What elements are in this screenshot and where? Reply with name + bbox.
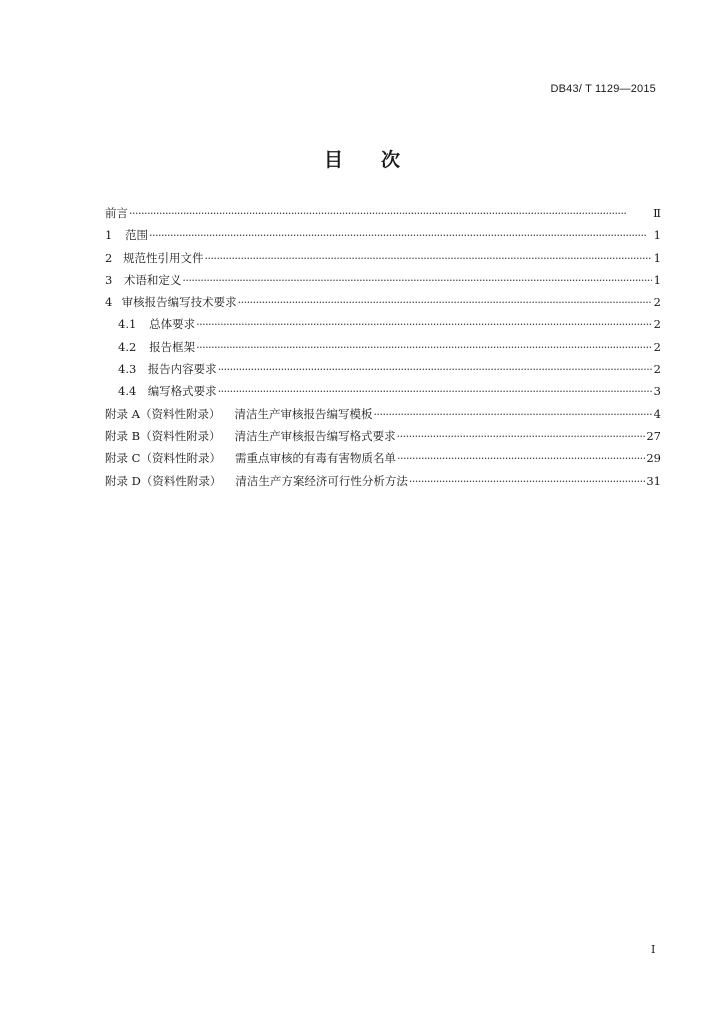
- dot-leader: [238, 296, 652, 309]
- title-char-2: 次: [381, 149, 401, 171]
- footer-page-number: I: [651, 943, 656, 956]
- dot-leader: [397, 452, 645, 465]
- table-of-contents: [105, 205, 661, 495]
- toc-entry-number: 4.2: [118, 339, 137, 354]
- toc-entry-general-requirements[interactable]: [105, 316, 661, 338]
- toc-entry-label: 清洁生产审核报告编写格式要求: [234, 428, 396, 443]
- toc-entry-number: 1: [105, 228, 113, 243]
- toc-entry-page: 2: [653, 317, 661, 332]
- toc-entry-number: 2: [105, 250, 113, 265]
- dot-leader: [397, 430, 646, 443]
- toc-entry-terms-definitions[interactable]: [105, 272, 661, 294]
- dot-leader: [409, 475, 645, 488]
- toc-entry-scope[interactable]: [105, 227, 661, 249]
- dot-leader: [218, 385, 652, 398]
- dot-leader: [196, 318, 652, 331]
- toc-entry-appendix-prefix: 附录 D（资料性附录）: [105, 473, 222, 488]
- dot-leader: [218, 363, 652, 376]
- toc-entry-page: 1: [653, 228, 661, 243]
- toc-entry-page: Ⅱ: [653, 206, 661, 220]
- toc-entry-label: 报告内容要求: [147, 362, 217, 377]
- toc-entry-foreword[interactable]: [105, 205, 661, 227]
- toc-entry-label: 审核报告编写技术要求: [121, 295, 237, 310]
- toc-entry-appendix-prefix: 附录 C（资料性附录）: [105, 451, 221, 466]
- toc-entry-page: 29: [646, 451, 661, 466]
- toc-entry-format-requirements[interactable]: [105, 383, 661, 405]
- toc-entry-report-framework[interactable]: [105, 339, 661, 361]
- toc-entry-content-requirements[interactable]: [105, 361, 661, 383]
- toc-entry-page: 4: [653, 406, 661, 421]
- toc-entry-label: 清洁生产方案经济可行性分析方法: [235, 473, 408, 488]
- toc-entry-appendix-a[interactable]: [105, 406, 661, 428]
- toc-entry-number: 4.3: [118, 362, 137, 377]
- toc-entry-page: 27: [646, 428, 661, 443]
- toc-entry-label: 编写格式要求: [147, 384, 217, 399]
- toc-entry-number: 4.1: [118, 317, 137, 332]
- title-char-1: 目: [323, 149, 343, 171]
- toc-entry-label: 总体要求: [149, 317, 196, 332]
- toc-entry-appendix-prefix: 附录 B（资料性附录）: [105, 428, 221, 443]
- toc-entry-page: 1: [653, 272, 661, 287]
- toc-entry-technical-requirements[interactable]: [105, 294, 661, 316]
- toc-entry-page: 1: [653, 250, 661, 265]
- toc-entry-label: 需重点审核的有毒有害物质名单: [234, 451, 396, 466]
- dot-leader: [373, 408, 652, 421]
- toc-entry-number: 3: [105, 272, 113, 287]
- toc-entry-appendix-prefix: 附录 A（资料性附录）: [105, 406, 221, 421]
- dot-leader: [196, 341, 652, 354]
- toc-entry-number: 4: [105, 295, 113, 310]
- page-title: [0, 145, 724, 172]
- toc-entry-appendix-b[interactable]: [105, 428, 661, 450]
- document-code: DB43/ T 1129—2015: [550, 83, 656, 95]
- toc-entry-label: 术语和定义: [123, 272, 182, 287]
- toc-entry-normative-references[interactable]: [105, 250, 661, 272]
- toc-entry-appendix-c[interactable]: [105, 450, 661, 472]
- toc-entry-label: 清洁生产审核报告编写模板: [234, 406, 373, 421]
- toc-entry-appendix-d[interactable]: [105, 473, 661, 495]
- toc-entry-page: 2: [653, 362, 661, 377]
- dot-leader: [129, 207, 652, 220]
- toc-entry-number: 4.4: [118, 384, 137, 399]
- dot-leader: [149, 229, 652, 242]
- toc-entry-label: 规范性引用文件: [123, 250, 204, 265]
- dot-leader: [205, 252, 653, 265]
- toc-entry-label: 报告框架: [149, 339, 196, 354]
- toc-entry-page: 3: [653, 384, 661, 399]
- toc-entry-page: 2: [653, 339, 661, 354]
- dot-leader: [182, 274, 652, 287]
- toc-entry-label: 范围: [125, 228, 148, 243]
- toc-entry-page: 31: [646, 473, 661, 488]
- toc-entry-label: 前言: [105, 206, 128, 220]
- toc-entry-page: 2: [653, 295, 661, 310]
